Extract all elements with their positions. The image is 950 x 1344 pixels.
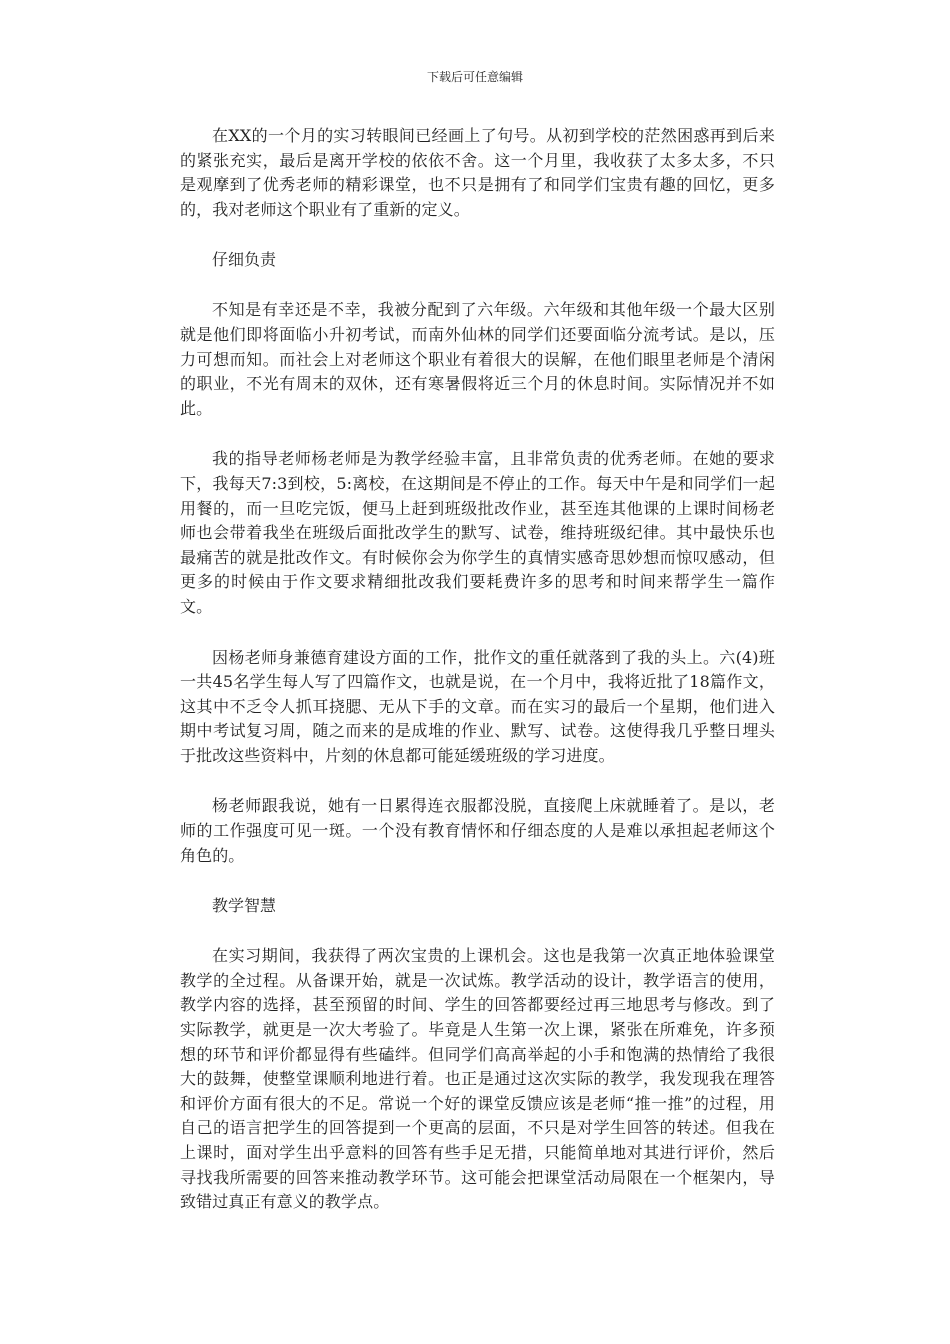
paragraph-essay-grading: 因杨老师身兼德育建设方面的工作，批作文的重任就落到了我的头上。六(4)班一共45名学生每人写了四篇作文，也就是说，在一个月中，我将近批了18篇作文，这其中不乏令人抓耳挠腮、无从下手的文章。而在实习的最后一个星期，他们进入期中考试复习周，随之而来的是成堆的作业、默写、试卷。这使得我几乎整日埋头于批改这些资料中，片刻的休息都可能延缓班级的学习进度。 (180, 647, 775, 765)
section-heading-teaching-wisdom: 教学智慧 (212, 896, 277, 916)
paragraph-intro: 在XX的一个月的实习转眼间已经画上了句号。从初到学校的茫然困惑再到后来的紧张充实，最后是离开学校的依依不舍。这一个月里，我收获了太多太多，不只是观摩到了优秀老师的精彩课堂，也不只是拥有了和同学们宝贵有趣的回忆，更多的，我对老师这个职业有了重新的定义。 (180, 126, 775, 219)
paragraph-grade-six: 不知是有幸还是不幸，我被分配到了六年级。六年级和其他年级一个最大区别就是他们即将面临小升初考试，而南外仙林的同学们还要面临分流考试。是以，压力可想而知。而社会上对老师这个职业有着很大的误解，在他们眼里老师是个清闲的职业，不光有周末的双休，还有寒暑假将近三个月的休息时间。实际情况并不如此。 (180, 300, 775, 418)
section-heading-responsibility: 仔细负责 (212, 250, 277, 270)
page-header: 下载后可任意编辑 (426, 70, 523, 84)
document-body (180, 124, 775, 1241)
paragraph-mentor: 我的指导老师杨老师是为教学经验丰富，且非常负责的优秀老师。在她的要求下，我每天7:3到校，5:离校，在这期间是不停止的工作。每天中午是和同学们一起用餐的，而一旦吃完饭，便马上赶到班级批改作业，甚至连其他课的上课时间杨老师也会带着我坐在班级后面批改学生的默写、试卷，维持班级纪律。其中最快乐也最痛苦的就是批改作文。有时候你会为你学生的真情实感奇思妙想而惊叹感动，但更多的时候由于作文要求精细批改我们要耗费许多的思考和时间来帮学生一篇作文。 (180, 449, 775, 616)
paragraph-workload: 杨老师跟我说，她有一日累得连衣服都没脱，直接爬上床就睡着了。是以，老师的工作强度可见一斑。一个没有教育情怀和仔细态度的人是难以承担起老师这个角色的。 (180, 796, 775, 865)
paragraph-teaching-practice: 在实习期间，我获得了两次宝贵的上课机会。这也是我第一次真正地体验课堂教学的全过程。从备课开始，就是一次试炼。教学活动的设计，教学语言的使用，教学内容的选择，甚至预留的时间、学生的回答都要经过再三地思考与修改。到了实际教学，就更是一次大考验了。毕竟是人生第一次上课，紧张在所难免，许多预想的环节和评价都显得有些磕绊。但同学们高高举起的小手和饱满的热情给了我很大的鼓舞，使整堂课顺利地进行着。也正是通过这次实际的教学，我发现我在理答和评价方面有很大的不足。常说一个好的课堂反馈应该是老师“推一推”的过程，用自己的语言把学生的回答提到一个更高的层面，不只是对学生回答的转述。但我在上课时，面对学生出乎意料的回答有些手足无措，只能简单地对其进行评价，然后寻找我所需要的回答来推动教学环节。这可能会把课堂活动局限在一个框架内，导致错过真正有意义的教学点。 (180, 946, 775, 1212)
